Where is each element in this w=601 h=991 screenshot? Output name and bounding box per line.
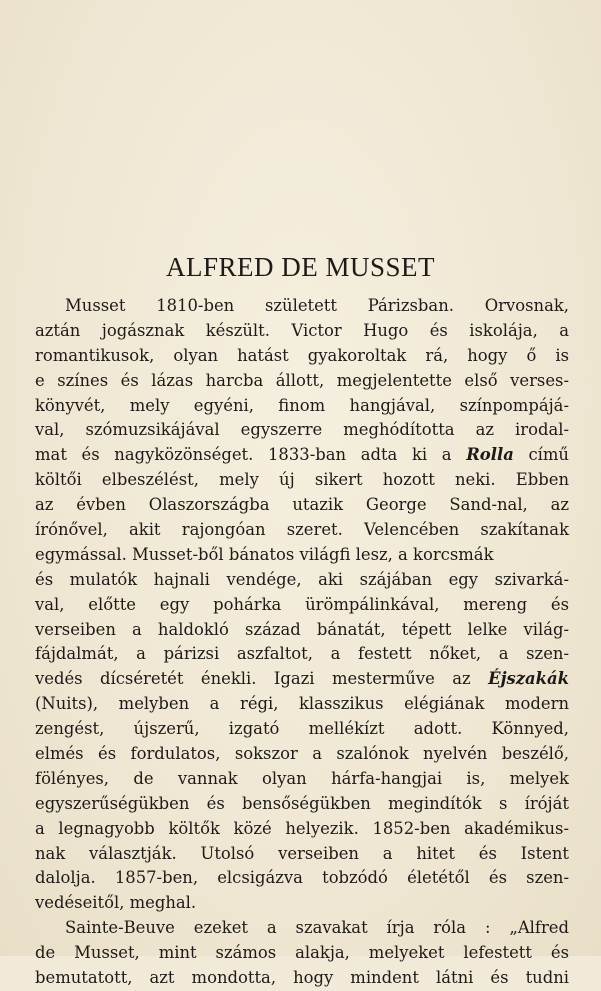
text-segment: val, szómuzsikájával egyszerre meghódította az irodal- xyxy=(35,420,569,440)
text-line xyxy=(35,443,569,468)
text-segment: dalolja. 1857-ben, elcsigázva tobzódó életétől és szen- xyxy=(35,868,569,888)
text-segment: és mulatók hajnali vendége, aki szájában egy szivarká- xyxy=(35,569,569,589)
text-segment: a legnagyobb költők közé helyezik. 1852-ben akadémikus- xyxy=(35,818,569,838)
text-line xyxy=(35,742,569,767)
text-line xyxy=(35,518,569,543)
text-segment: val, előtte egy pohárka ürömpálinkával, mereng és xyxy=(35,594,569,614)
text-line xyxy=(35,394,569,419)
text-line xyxy=(35,692,569,717)
text-line xyxy=(35,941,569,966)
text-segment: egyszerűségükben és bensőségükben megindítók s íróját xyxy=(35,793,569,813)
chapter-title: ALFRED DE MUSSET xyxy=(165,252,436,282)
text-segment: Musset 1810-ben született Párizsban. Orvosnak, xyxy=(65,296,569,315)
text-line xyxy=(35,294,569,319)
text-segment: egymással. Musset-ből bánatos világfi lesz, a korcsmák xyxy=(35,544,494,564)
text-line xyxy=(35,842,569,867)
text-line xyxy=(35,543,569,568)
text-line xyxy=(35,618,569,643)
text-line xyxy=(35,418,569,443)
text-segment: elmés és fordulatos, sokszor a szalónok nyelvén beszélő, xyxy=(35,744,569,764)
text-segment: vedés dícséretét énekli. Igazi mesterműve az xyxy=(35,669,489,689)
text-line xyxy=(35,468,569,493)
text-segment: könyvét, mely egyéni, finom hangjával, színpompájá- xyxy=(35,395,569,415)
text-segment: című xyxy=(513,445,569,465)
text-segment: verseiben a haldokló század bánatát, tépett lelke világ- xyxy=(35,619,569,639)
work-title: Rolla xyxy=(466,445,514,465)
text-segment: fájdalmát, a párizsi aszfaltot, a festett nőket, a szen- xyxy=(35,644,569,664)
work-title: Éjszakák xyxy=(488,669,569,689)
text-line xyxy=(35,916,569,941)
text-segment: az évben Olaszországba utazik George Sand-nal, az xyxy=(35,495,569,515)
text-segment: zengést, újszerű, izgató mellékízt adott. Könnyed, xyxy=(35,719,569,739)
text-line xyxy=(35,593,569,618)
text-line xyxy=(35,717,569,742)
text-segment: (Nuits), melyben a régi, klasszikus elégiának modern xyxy=(35,694,569,714)
text-line xyxy=(35,792,569,817)
text-line xyxy=(35,493,569,518)
text-segment: nak választják. Utolsó verseiben a hitet és Istent xyxy=(35,843,569,863)
body-text xyxy=(35,294,569,991)
text-segment: mat és nagyközönséget. 1833-ban adta ki a xyxy=(35,445,467,465)
text-line xyxy=(35,642,569,667)
text-segment: bemutatott, azt mondotta, hogy mindent látni és tudni xyxy=(35,968,569,988)
text-line xyxy=(35,319,569,344)
text-line xyxy=(35,767,569,792)
text-line xyxy=(35,866,569,891)
text-segment: fölényes, de vannak olyan hárfa-hangjai is, melyek xyxy=(35,768,569,788)
text-segment: romantikusok, olyan hatást gyakoroltak rá, hogy ő is xyxy=(35,345,569,365)
text-line xyxy=(35,966,569,991)
text-segment: költői elbeszélést, mely új sikert hozott neki. Ebben xyxy=(35,470,569,490)
text-segment: aztán jogásznak készült. Victor Hugo és iskolája, a xyxy=(35,320,569,340)
text-line xyxy=(35,667,569,692)
text-line xyxy=(35,891,569,916)
text-segment: írónővel, akit rajongóan szeret. Velencében szakítanak xyxy=(35,520,569,540)
text-segment: vedéseitől, meghal. xyxy=(35,893,197,913)
text-line xyxy=(35,817,569,842)
text-line xyxy=(35,369,569,394)
text-line xyxy=(35,568,569,593)
text-segment: e színes és lázas harcba állott, megjelentette első verses- xyxy=(35,370,569,390)
text-line xyxy=(35,344,569,369)
text-segment: Sainte-Beuve ezeket a szavakat írja róla : „Alfred xyxy=(65,918,569,938)
text-segment: de Musset, mint számos alakja, melyeket lefestett és xyxy=(35,943,569,963)
